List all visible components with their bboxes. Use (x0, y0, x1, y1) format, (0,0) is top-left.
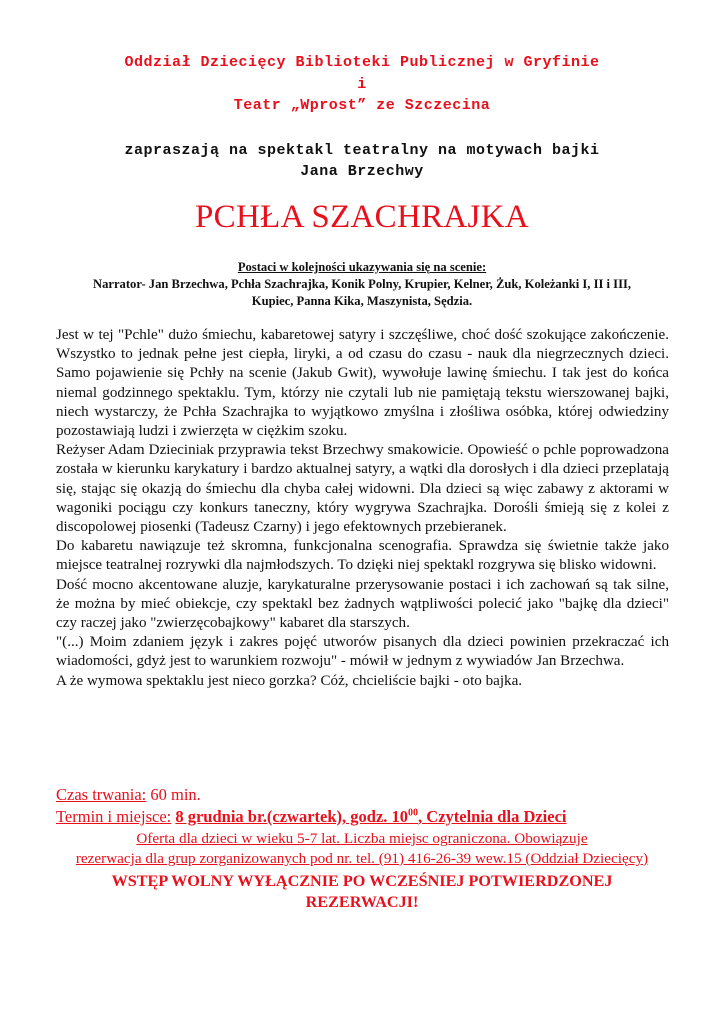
offer-line-2: rezerwacja dla grup zorganizowanych pod nr. tel. (91) 416-26-39 wew.15 (Oddział Dziecięcy) (75, 850, 649, 867)
duration-label: Czas trwania: (56, 785, 147, 804)
paragraph-2: Reżyser Adam Dzieciniak przyprawia tekst Brzechwy smakowicie. Opowieść o pchle poprowadzona została w kierunku karykatury i bardzo aktualnej satyry, a wątki dla dorosłych i dla dzieci przeplatają się, stając się okazją do śmiechu dla chyba całej widowni. Dla dzieci są więc zabawy z aktorami w wagoniki pociągu czy konkurs taneczny, który wygrywa Szachrajka. Dorośli śmieją się z kolei z discopolowej piosenki (Tadeusz Czarny) i jego efektownych przebieranek. (56, 442, 669, 536)
duration-value: 60 min. (146, 785, 201, 804)
date-place-label: Termin i miejsce: (56, 807, 172, 826)
cast-list (40, 259, 684, 310)
description (56, 326, 669, 691)
event-date: 8 grudnia br.(czwartek), godz. 10 (175, 807, 409, 826)
paragraph-5: "(...) Moim zdaniem język i zakres pojęć utworów pisanych dla dzieci powinien przekraczać ich wiadomości, gdyż jest to warunkiem rozwoju" - mówił w jednym z wywiadów Jan Brzechwa. (56, 634, 669, 670)
paragraph-4: Dość mocno akcentowane aluzje, karykaturalne przerysowanie postaci i ich zachowań są tak silne, że można by mieć obiekcje, czy spektakl bez żadnych wątpliwości polecić jako "bajkę dla dzieci" czy raczej jako "zwierzęcobajkowy" kabaret dla starszych. (56, 576, 669, 632)
paragraph-1: Jest w tej "Pchle" dużo śmiechu, kabaretowej satyry i szczęśliwe, choć dość szokujące zakończenie. Wszystko to jednak pełne jest ciepła, liryki, a od czasu do czasu - nauk dla niegrzecznych dzieci. Samo pojawienie się Pchły na scenie (Jakub Gwit), wywołuje lawinę śmiechu. I tak jest do końca niemal godzinnego spektaklu. Tym, którzy nie czytali lub nie pamiętają tekstu wierszowanej bajki, niech wystarczy, że Pchła Szachrajka to wyjątkowo zmyślna i złośliwa osóbka, której odwiedziny pozostawiają ludzi i zwierzęta w ciężkim szoku. (56, 327, 669, 440)
event-time-minutes: 00 (408, 807, 419, 819)
cast-heading: Postaci w kolejności ukazywania się na scenie: (237, 260, 487, 274)
cast-line-1: Narrator- Jan Brzechwa, Pchła Szachrajka, Konik Polny, Krupier, Kelner, Żuk, Koleżanki I, II i III, (92, 277, 632, 291)
play-title: PCHŁA SZACHRAJKA (195, 199, 529, 235)
organizer-line-1: Oddział Dziecięcy Biblioteki Publicznej w Gryfinie (124, 54, 600, 71)
invite-line-2: Jana Brzechwy (300, 163, 424, 180)
paragraph-3: Do kabaretu nawiązuje też skromna, funkcjonalna scenografia. Sprawdza się świetnie także jako miejsce teatralnej rozrywki dla najmłodszych. To dzięki niej spektakl rozgrywa się blisko widowni. (56, 538, 669, 574)
date-place-line (56, 807, 696, 827)
free-entry-line-1: WSTĘP WOLNY WYŁĄCZNIE PO WCZEŚNIEJ POTWIERDZONEJ (111, 872, 613, 890)
organizer-line-3: Teatr „Wprost” ze Szczecina (233, 97, 491, 114)
duration-line (56, 785, 656, 805)
offer-line-1: Oferta dla dzieci w wieku 5-7 lat. Liczba miejsc ograniczona. Obowiązuje (136, 830, 588, 847)
paragraph-6: A że wymowa spektaklu jest nieco gorzka? Cóż, chcieliście bajki - oto bajka. (56, 672, 523, 689)
organizer-line-2: i (357, 76, 367, 93)
free-entry-line-2: REZERWACJI! (305, 893, 419, 911)
cast-line-2: Kupiec, Panna Kika, Maszynista, Sędzia. (251, 294, 473, 308)
invite-line-1: zapraszają na spektakl teatralny na motywach bajki (124, 142, 600, 159)
event-place: , Czytelnia dla Dzieci (418, 807, 567, 826)
